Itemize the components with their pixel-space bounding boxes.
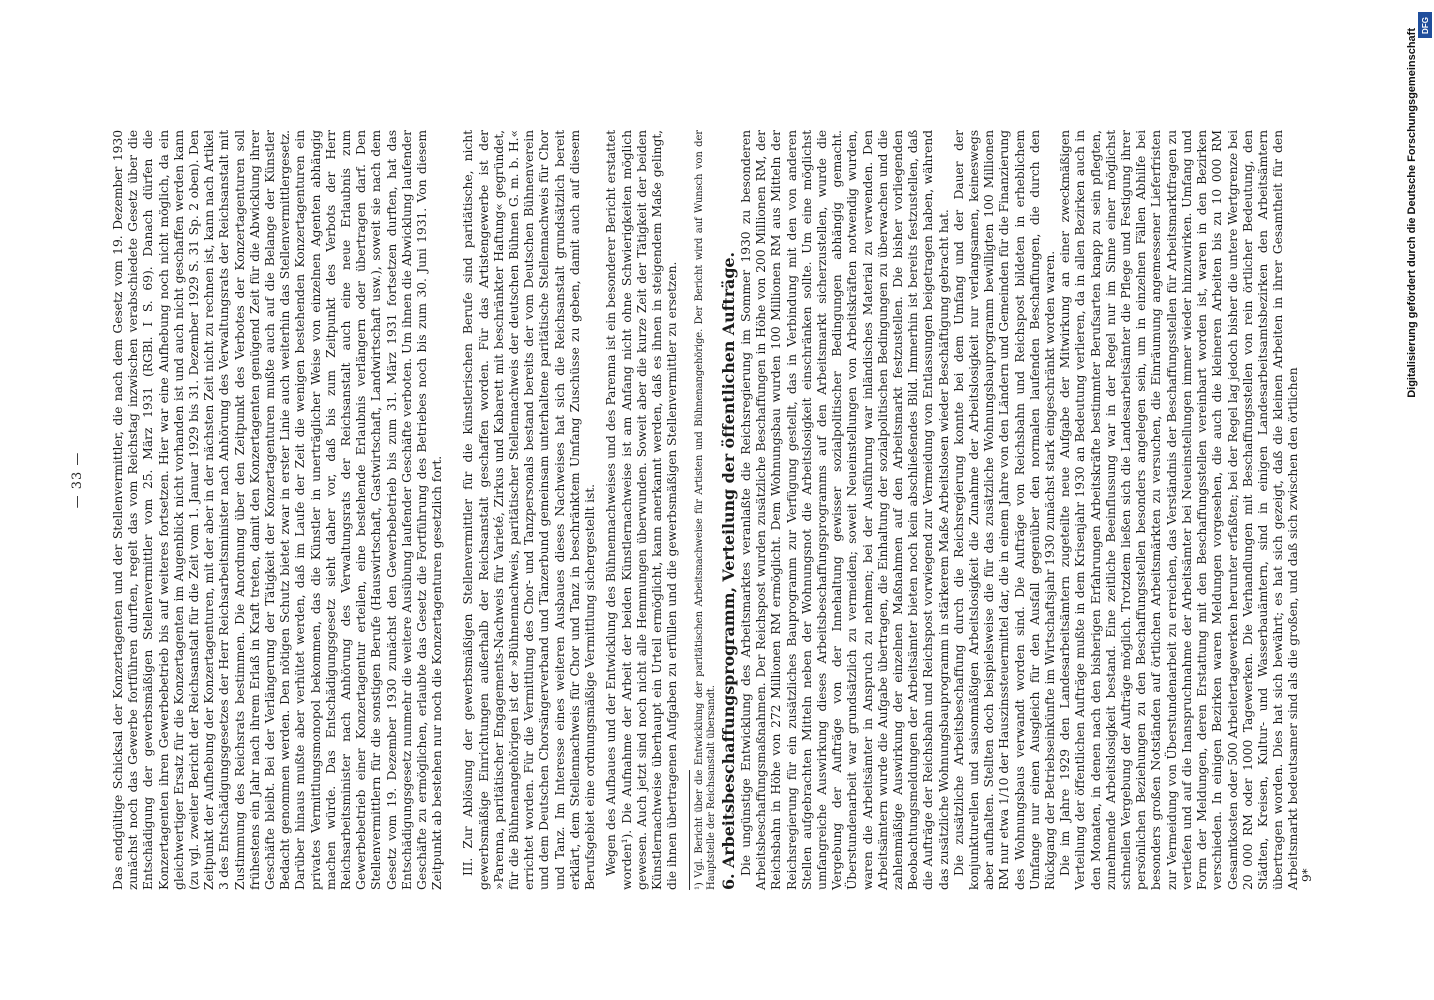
footnote-text: ¹) Vgl. Bericht über die Entwicklung der paritätischen Arbeitsnachweise für Artisten und Bühnenangehörige. Der Bericht wird auf Wunsch von der Hauptstelle der Reichsanstalt übersandt. — [694, 130, 718, 890]
dfg-logo-text: DFG — [1420, 16, 1430, 34]
paragraph: Wegen des Aufbaues und der Entwicklung des Bühnennachweises und des Parenna ist ein besonderer Bericht erstattet worden¹). Die Aufnahme der Arbeit der beiden Künstlernachweise ist am Anfang nicht ohne Schwierigkeiten möglich gewesen. Auch jetzt sind noch nicht alle Hemmungen überwunden. Soweit aber die kurze Zeit der Tätigkeit der beiden Künstlernachweise überhaupt ein Urteil ermöglicht, kann anerkannt werden, daß es ihnen in steigendem Maße gelingt, die ihnen übertragenen Aufgaben zu erfüllen und die gewerbsmäßigen Stellenvermittler zu ersetzen. — [603, 130, 680, 890]
paragraph: Die ungünstige Entwicklung des Arbeitsmarktes veranlaßte die Reichsregierung im Sommer 1930 zu besonderen Arbeitsbeschaffungsmaßnahmen. Der Reichspost wurden zusätzliche Beschaffungen in Höhe von 200 Millionen RM, der Reichsbahn in Höhe von 272 Millionen RM ermöglicht. Dem Wohnungsbau wurden 100 Millionen RM aus Mitteln der Reichsregierung für ein zusätzliches Bauprogramm zur Verfügung gestellt, das in Verbindung mit den von anderen Stellen aufgebrachten Mitteln neben der Wohnungsnot die Arbeitslosigkeit einschränken sollte. Um eine möglichst umfangreiche Auswirkung dieses Arbeitsbeschaffungsprogramms auf den Arbeitsmarkt sicherzustellen, wurde die Vergebung der Aufträge von der Innehaltung gewisser sozialpolitischer Bedingungen abhängig gemacht. Überstundenarbeit war grundsätzlich zu vermeiden; soweit Neueinstellungen von Arbeitskräften notwendig wurden, waren die Arbeitsämter in Anspruch zu nehmen; bei der Ausführung war inländisches Material zu verwenden. Den Arbeitsämtern wurde die Aufgabe übertragen, die Einhaltung der sozialpolitischen Bedingungen zu überwachen und die zahlenmäßige Auswirkung der einzelnen Maßnahmen auf den Arbeitsmarkt festzustellen. Die bisher vorliegenden Beobachtungsmeldungen der Arbeitsämter bieten noch kein abschließendes Bild. Immerhin ist bereits festzustellen, daß die Aufträge der Reichsbahn und Reichspost vorwiegend zur Vermeidung von Entlassungen beigetragen haben, während das zusätzliche Wohnungsbauprogramm in stärkerem Maße Arbeitslosen wieder Beschäftigung gebracht hat. — [738, 130, 951, 890]
footnote-rule — [689, 770, 690, 890]
left-column — [110, 130, 718, 890]
footnote — [694, 130, 718, 890]
paragraph: Das endgültige Schicksal der Konzertagenten und der Stellenvermittler, die nach dem Gesetz vom 19. Dezember 1930 zunächst noch das Gewerbe fortführen durften, regelt das vom Reichstag inzwischen verabschiedete Gesetz über die Entschädigung der gewerbsmäßigen Stellenvermittler vom 25. März 1931 (RGBl. I S. 69). Danach dürfen die Konzertagenten ihren Gewerbebetrieb bis auf weiteres fortsetzen. Hier war eine Aufhebung noch nicht möglich, da ein gleichwertiger Ersatz für die Konzertagenten im Augenblick nicht vorhanden ist und auch nicht geschaffen werden kann (zu vgl. zweiter Bericht der Reichsanstalt für die Zeit vom 1. Januar 1929 bis 31. Dezember 1929 S. 31 Sp. 2 oben). Den Zeitpunkt der Aufhebung der Konzertagenturen, mit der aber in der nächsten Zeit nicht zu rechnen ist, kann nach Artikel 3 des Entschädigungsgesetzes der Herr Reichsarbeitsminister nach Anhörung des Verwaltungsrats der Reichsanstalt mit Zustimmung des Reichsrats bestimmen. Die Anordnung über den Zeitpunkt des Verbotes der Konzertagenturen soll frühestens ein Jahr nach ihrem Erlaß in Kraft treten, damit den Konzertagenten genügend Zeit für die Abwicklung ihrer Geschäfte bleibt. Bei der Verlängerung der Tätigkeit der Konzertagenturen mußte auch auf die Belange der Künstler Bedacht genommen werden. Den nötigen Schutz bietet zwar in erster Linie auch weiterhin das Stellenvermittlergesetz. Darüber hinaus mußte aber verhütet werden, daß im Laufe der Zeit die wenigen bestehenden Konzertagenturen ein privates Vermittlungsmonopol bekommen, das die Künstler in unerträglicher Weise von einzelnen Agenten abhängig machen würde. Das Entschädigungsgesetz sieht daher vor, daß bis zum Zeitpunkt des Verbots der Herr Reichsarbeitsminister nach Anhörung des Verwaltungsrats der Reichsanstalt auch eine neue Erlaubnis zum Gewerbebetrieb einer Konzertagentur erteilen, eine bestehende Erlaubnis verlängern oder übertragen darf. Den Stellenvermittlern für die sonstigen Berufe (Hauswirtschaft, Gastwirtschaft, Landwirtschaft usw.), soweit sie nach dem Gesetz vom 19. Dezember 1930 zunächst den Gewerbebetrieb bis zum 31. März 1931 fortsetzen durften, hat das Entschädigungsgesetz nunmehr die weitere Ausübung laufender Geschäfte verboten. Um ihnen die Abwicklung laufender Geschäfte zu ermöglichen, erlaubte das Gesetz die Fortführung des Betriebes noch bis zum 30. Juni 1931. Von diesem Zeitpunkt ab bestehen nur noch die Konzertagenturen gesetzlich fort. — [110, 130, 445, 890]
paragraph: III. Zur Ablösung der gewerbsmäßigen Stellenvermittler für die künstlerischen Berufe sind paritätische, nicht gewerbsmäßige Einrichtungen außerhalb der Reichsanstalt geschaffen worden. Für das Artistengewerbe ist der »Parenna, paritätischer Engagements-Nachweis für Varieté, Zirkus und Kabarett mit beschränkter Haftung« gegründet, für die Bühnenangehörigen ist der »Bühnennachweis, paritätischer Stellennachweis der deutschen Bühnen G. m. b. H.« errichtet worden. Für die Vermittlung des Chor- und Tanzpersonals bestand bereits der vom Deutschen Bühnenverein und dem Deutschen Chorsängerverband und Tänzerbund gemeinsam unterhaltene paritätische Stellennachweis für Chor und Tanz. Im Interesse eines weiteren Ausbaues dieses Nachweises hat sich die Reichsanstalt grundsätzlich bereit erklärt, dem Stellennachweis für Chor und Tanz in beschränktem Umfang Zuschüsse zu geben, damit auch auf diesem Berufsgebiet eine ordnungsmäßige Vermittlung sichergestellt ist. — [460, 130, 598, 890]
digitization-stamp — [1390, 0, 1434, 1000]
paragraph: Die im Jahre 1929 den Landesarbeitsämtern zugeteilte neue Aufgabe der Mitwirkung an einer zweckmäßigen Verteilung der öffentlichen Aufträge mußte in dem Krisenjahr 1930 an Bedeutung verlieren, da in allen Bezirken auch in den Monaten, in denen nach den bisherigen Erfahrungen Arbeitskräfte bestimmter Berufsarten knapp zu sein pflegten, zunehmende Arbeitslosigkeit bestand. Eine zeitliche Beeinflussung war in der Regel nur im Sinne einer möglichst schnellen Vergebung der Aufträge möglich. Trotzdem ließen sich die Landesarbeitsämter die Pflege und Festigung ihrer persönlichen Beziehungen zu den Beschaffungsstellen besonders angelegen sein, um in einzelnen Fällen Abhilfe bei besonders großen Notständen auf örtlichen Arbeitsmärkten zu versuchen, die Einräumung angemessener Lieferfristen zur Vermeidung von Überstundenarbeit zu erreichen, das Verständnis der Beschaffungsstellen für Arbeitsmarktfragen zu vertiefen und auf die Inanspruchnahme der Arbeitsämter bei Neueinstellungen immer wieder hinzuwirken. Umfang und Form der Meldungen, deren Erstattung mit den Beschaffungsstellen vereinbart worden ist, waren in den Bezirken verschieden. In einigen Bezirken waren Meldungen vorgesehen, die auch die kleineren Arbeiten bis zu 10 000 RM Gesamtkosten oder 500 Arbeitertagewerken herunter erfaßten; bei der Regel lag jedoch bisher die untere Wertgrenze bei 20 000 RM oder 1000 Tagewerken. Die Verhandlungen mit Beschaffungsstellen von rein örtlicher Bedeutung, den Städten, Kreisen, Kultur- und Wasserbauämtern, sind in einigen Landesarbeitsamtsbezirken den Arbeitsämtern übertragen worden. Dies hat sich bewährt; es hat sich gezeigt, daß die kleinen Arbeiten in ihrer Gesamtheit für den Arbeitsmarkt bedeutsamer sind als die großen, und daß sich zwischen den örtlichen — [1057, 130, 1301, 890]
right-column — [720, 130, 1320, 890]
dfg-logo — [1418, 12, 1432, 38]
paragraph: Die zusätzliche Arbeitsbeschaffung durch die Reichsregierung konnte bei dem Umfang und der Dauer der konjunkturellen und saisonmäßigen Arbeitslosigkeit die Zunahme der Arbeitslosigkeit nur verlangsamen, keineswegs aber aufhalten. Stellten doch beispielsweise die für das zusätzliche Wohnungsbauprogramm bewilligten 100 Millionen RM nur etwa 1/10 der Hauszinssteuermittel dar, die in einem Jahre von den Ländern und Gemeinden für die Finanzierung des Wohnungsbaus verwandt worden sind. Die Aufträge von Reichsbahn und Reichspost bildeten in erheblichem Umfange nur einen Ausgleich für den Ausfall gegenüber den normalen laufenden Beschaffungen, die durch den Rückgang der Betriebseinkünfte im Wirtschaftsjahr 1930 zunächst stark eingeschränkt worden waren. — [950, 130, 1058, 890]
signature-mark: 9* — [1300, 868, 1314, 882]
page-number: — 33 — — [70, 451, 85, 509]
stamp-text: Digitalisierung gefördert durch die Deutsche Forschungsgemeinschaft — [1406, 28, 1418, 398]
section-heading: 6. Arbeitsbeschaffungsprogramm, Verteilung der öffentlichen Aufträge. — [719, 252, 738, 890]
